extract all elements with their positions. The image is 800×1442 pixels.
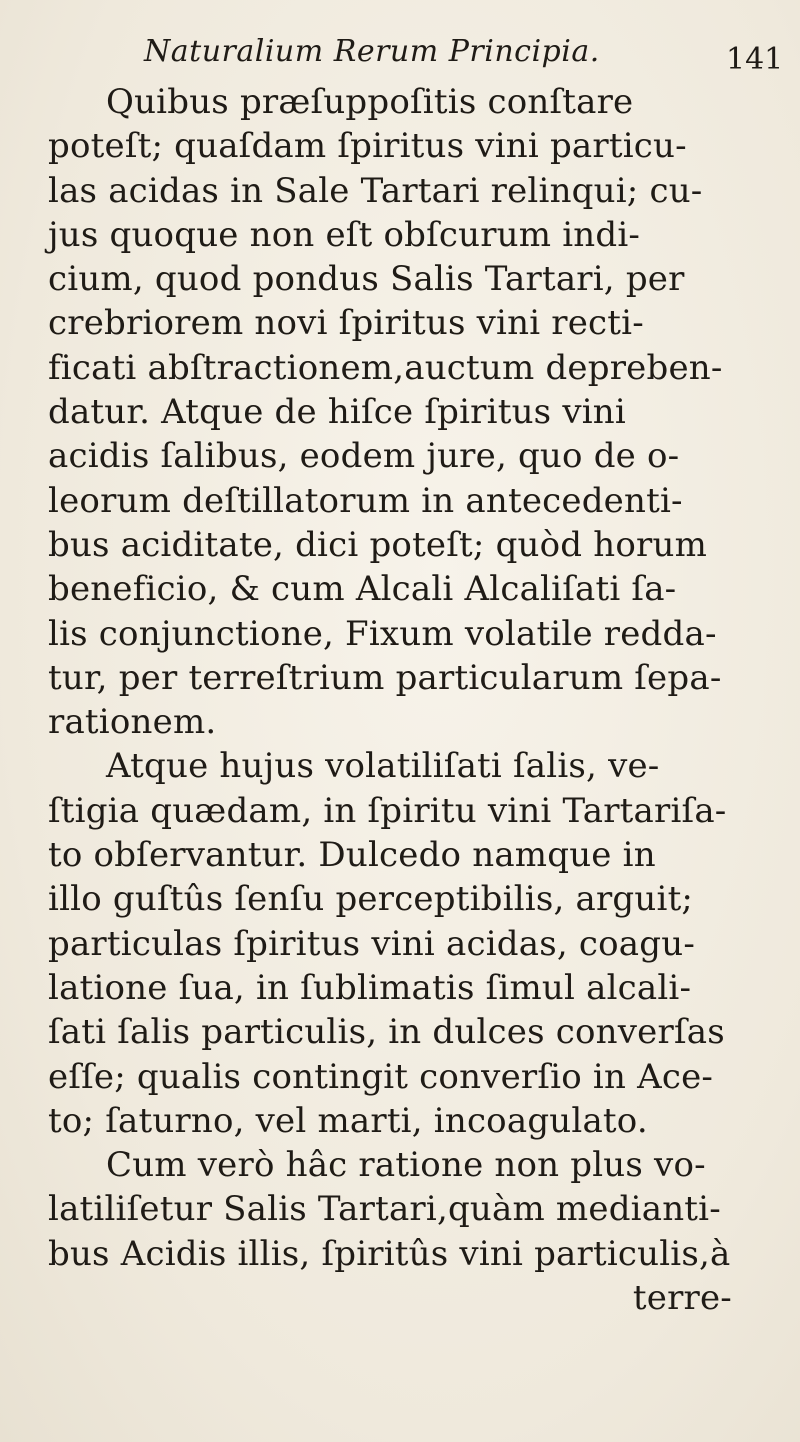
text-line: eſſe; qualis contingit converſio in Ace- [48, 1056, 714, 1097]
text-line: particulas ſpiritus vini acidas, coagu- [48, 923, 696, 964]
text-line: to obſervantur. Dulcedo namque in [48, 835, 656, 876]
text-line: lis conjunctione, Fixum volatile redda- [48, 613, 717, 654]
text-line: Cum verò hâc ratione non plus vo- [106, 1145, 706, 1186]
text-line: tur, per terreſtrium particularum ſepa- [48, 657, 722, 698]
text-line: acidis ſalibus, eodem jure, quo de o- [48, 436, 680, 477]
text-line: Quibus præſuppoſitis conſtare [106, 82, 634, 122]
text-line: beneficio, & cum Alcali Alcaliſati ſa- [48, 569, 677, 610]
text-line: leorum deſtillatorum in antecedenti- [48, 480, 683, 521]
page-header [144, 34, 784, 84]
text-line: rationem. [48, 702, 217, 743]
text-line: bus aciditate, dici poteſt; quòd horum [48, 524, 708, 565]
text-line: jus quoque non eſt obſcurum indi- [48, 214, 641, 255]
text-line: poteſt; quaſdam ſpiritus vini particu- [48, 126, 687, 167]
page-number: 141 [726, 42, 784, 77]
text-line: ſati ſalis particulis, in dulces converſas [48, 1012, 725, 1053]
text-line: latiliſetur Salis Tartari,quàm medianti- [48, 1189, 721, 1230]
text-line: latione ſua, in ſublimatis ſimul alcali- [48, 967, 692, 1008]
text-line: ſtigia quædam, in ſpiritu vini Tartariſa- [48, 790, 727, 831]
running-title: Naturalium Rerum Principia. [144, 34, 600, 69]
text-line: las acidas in Sale Tartari relinqui; cu- [48, 170, 703, 211]
text-line: bus Acidis illis, ſpiritûs vini particulis,à [48, 1233, 731, 1274]
text-line: cium, quod pondus Salis Tartari, per [48, 259, 685, 300]
text-line: Atque hujus volatiliſati ſalis, ve- [106, 746, 660, 787]
body-text [48, 80, 768, 1320]
text-line: ficati abſtractionem,auctum depreben- [48, 347, 723, 388]
text-line: illo guſtûs ſenſu perceptibilis, arguit; [48, 879, 694, 920]
catchword: terre- [632, 1278, 732, 1319]
text-line: datur. Atque de hiſce ſpiritus vini [48, 392, 626, 433]
text-line: to; ſaturno, vel marti, incoagulato. [48, 1100, 648, 1141]
text-line: crebriorem novi ſpiritus vini recti- [48, 303, 644, 344]
